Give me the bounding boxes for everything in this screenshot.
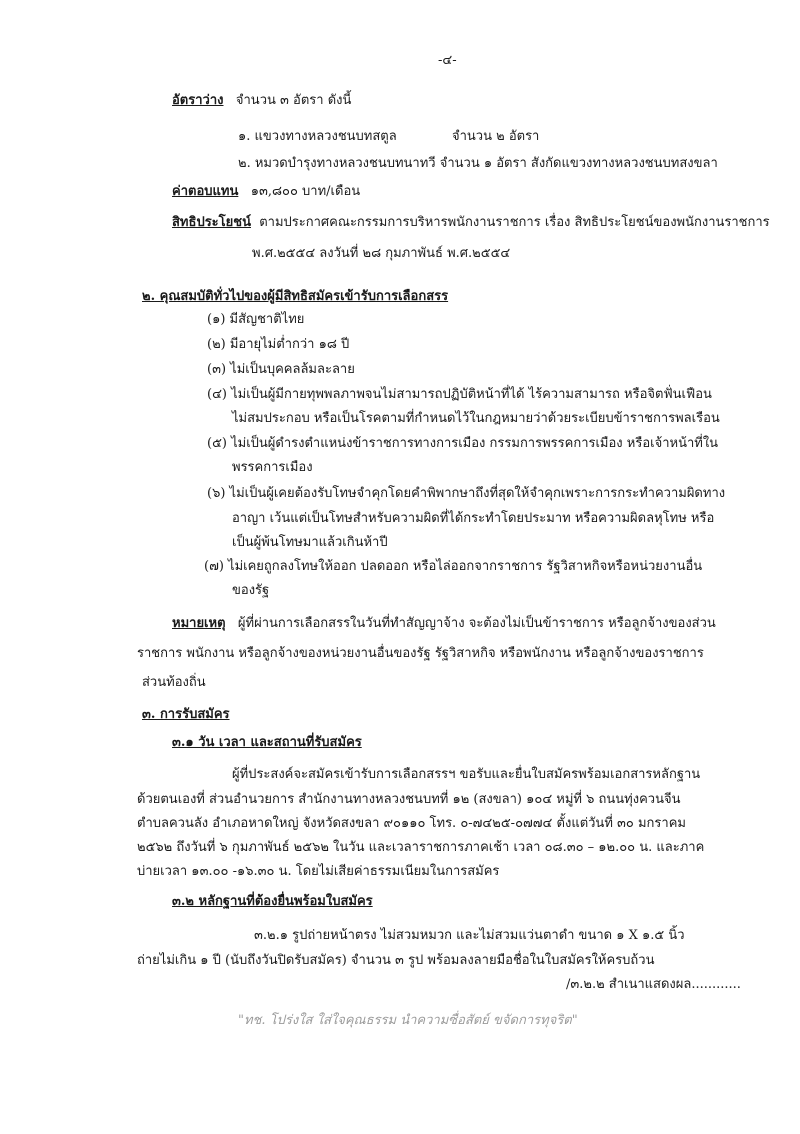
vacancy-label: อัตราว่าง [172, 93, 224, 108]
benefits-row [172, 214, 770, 232]
qualification-6-line-1: (๖) ไม่เป็นผู้เคยต้องรับโทษจำคุกโดยคำพิพากษาถึงที่สุดให้จำคุกเพราะการกระทำความผิดทาง [207, 486, 726, 501]
qualification-1: (๑) มีสัญชาติไทย [207, 312, 305, 327]
section-2-heading: ๒. คุณสมบัติทั่วไปของผู้มีสิทธิสมัครเข้ารับการเลือกสรร [142, 289, 449, 304]
section-3-2-heading: ๓.๒ หลักฐานที่ต้องยื่นพร้อมใบสมัคร [172, 894, 373, 909]
continuation-note: /๓.๒.๒ สำเนาแสดงผล............ [566, 977, 741, 992]
section-3-1-line-5: บ่ายเวลา ๑๓.๐๐ -๑๖.๓๐ น. โดยไม่เสียค่าธรรมเนียมในการสมัคร [137, 864, 500, 879]
vacancy-text: จำนวน ๓ อัตรา ดังนี้ [235, 93, 352, 108]
qualification-6-line-2: อาญา เว้นแต่เป็นโทษสำหรับความผิดที่ได้กระทำโดยประมาท หรือความผิดลหุโทษ หรือ [232, 511, 715, 526]
section-3-heading: ๓. การรับสมัคร [142, 707, 230, 722]
salary-label: ค่าตอบแทน [172, 184, 239, 199]
remark-label: หมายเหตุ [172, 616, 226, 631]
qualification-5-line-2: พรรคการเมือง [232, 460, 313, 475]
benefits-line-2: พ.ศ.๒๕๕๔ ลงวันที่ ๒๘ กุมภาพันธ์ พ.ศ.๒๕๕๔ [252, 246, 511, 261]
qualification-4-line-1: (๔) ไม่เป็นผู้มีกายทุพพลภาพจนไม่สามารถปฏิบัติหน้าที่ได้ ไร้ความสามารถ หรือจิตฟั่นเฟือน [207, 387, 712, 402]
section-3-1-line-2: ด้วยตนเองที่ ส่วนอำนวยการ สำนักงานทางหลวงชนบทที่ ๑๒ (สงขลา) ๑๐๔ หมู่ที่ ๖ ถนนทุ่งควนจีน [137, 792, 681, 807]
qualification-4-line-2: ไม่สมประกอบ หรือเป็นโรคตามที่กำหนดไว้ในกฎหมายว่าด้วยระเบียบข้าราชการพลเรือน [232, 411, 720, 426]
qualification-2: (๒) มีอายุไม่ต่ำกว่า ๑๘ ปี [207, 337, 350, 352]
section-3-2-line-1: ๓.๒.๑ รูปถ่ายหน้าตรง ไม่สวมหมวก และไม่สวมแว่นตาดำ ขนาด ๑ X ๑.๕ นิ้ว [254, 928, 685, 943]
qualification-3: (๓) ไม่เป็นบุคคลล้มละลาย [207, 362, 355, 377]
section-3-2-line-2: ถ่ายไม่เกิน ๑ ปี (นับถึงวันปิดรับสมัคร) จำนวน ๓ รูป พร้อมลงลายมือชื่อในใบสมัครให้ครบถ้วน [137, 953, 655, 968]
section-3-1-line-4: ๒๕๖๒ ถึงวันที่ ๖ กุมภาพันธ์ ๒๕๖๒ ในวัน และเวลาราชการภาคเช้า เวลา ๐๘.๓๐ – ๑๒.๐๐ น. และภาค [137, 840, 705, 855]
vacancy-item-1: ๑. แขวงทางหลวงชนบทสตูล [238, 129, 397, 144]
benefits-line-1: ตามประกาศคณะกรรมการบริหารพนักงานราชการ เรื่อง สิทธิประโยชน์ของพนักงานราชการ [259, 215, 770, 230]
vacancy-item-1-count: จำนวน ๒ อัตรา [452, 129, 540, 144]
salary-row [172, 183, 360, 201]
remark-row [172, 615, 716, 633]
vacancy-item-2: ๒. หมวดบำรุงทางหลวงชนบทนาทวี จำนวน ๑ อัตรา สังกัดแขวงทางหลวงชนบทสงขลา [238, 156, 718, 171]
benefits-label: สิทธิประโยชน์ [172, 215, 251, 230]
remark-line-1: ผู้ที่ผ่านการเลือกสรรในวันที่ทำสัญญาจ้าง จะต้องไม่เป็นข้าราชการ หรือลูกจ้างของส่วน [237, 616, 716, 631]
remark-line-2: ราชการ พนักงาน หรือลูกจ้างของหน่วยงานอื่นของรัฐ รัฐวิสาหกิจ หรือพนักงาน หรือลูกจ้างของราชการ [137, 646, 704, 661]
vacancy-row [172, 92, 351, 110]
footer-motto: "ทช. โปร่งใส ใส่ใจคุณธรรม นำความซื่อสัตย์ ขจัดการทุจริต" [238, 1013, 578, 1028]
qualification-6-line-3: เป็นผู้พ้นโทษมาแล้วเกินห้าปี [232, 535, 388, 550]
qualification-7-line-1: (๗) ไม่เคยถูกลงโทษให้ออก ปลดออก หรือไล่ออกจากราชการ รัฐวิสาหกิจหรือหน่วยงานอื่น [204, 559, 703, 574]
salary-text: ๑๓,๘๐๐ บาท/เดือน [250, 184, 361, 199]
section-3-1-line-1: ผู้ที่ประสงค์จะสมัครเข้ารับการเลือกสรรฯ ขอรับและยื่นใบสมัครพร้อมเอกสารหลักฐาน [232, 767, 701, 782]
section-3-1-line-3: ตำบลควนลัง อำเภอหาดใหญ่ จังหวัดสงขลา ๙๐๑๑๐ โทร. ๐-๗๔๒๕-๐๗๗๔ ตั้งแต่วันที่ ๓๐ มกราคม [137, 816, 686, 831]
qualification-7-line-2: ของรัฐ [232, 583, 270, 598]
qualification-5-line-1: (๕) ไม่เป็นผู้ดำรงตำแหน่งข้าราชการทางการเมือง กรรมการพรรคการเมือง หรือเจ้าหน้าที่ใน [207, 436, 719, 451]
section-3-1-heading: ๓.๑ วัน เวลา และสถานที่รับสมัคร [172, 735, 362, 750]
page-number: -๔- [438, 53, 457, 68]
remark-line-3: ส่วนท้องถิ่น [142, 675, 206, 690]
